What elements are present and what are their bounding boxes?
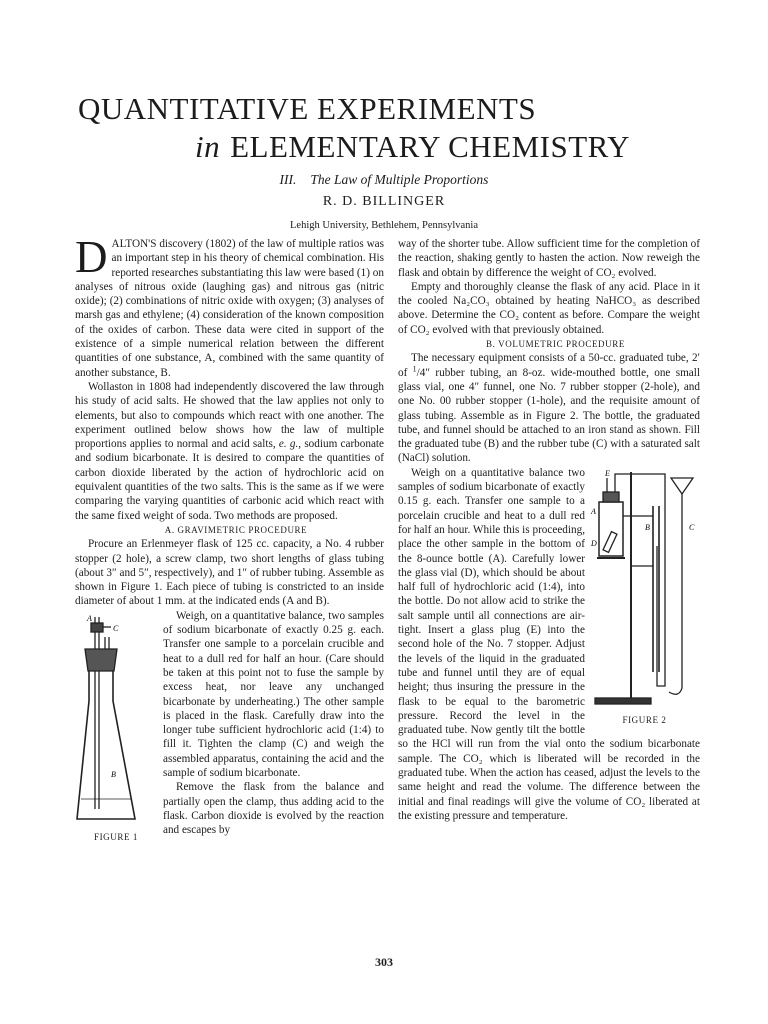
paragraph: way of the shorter tube. Allow sufficient time for the completion of the reaction, shaking gently to hasten the action. Now reweigh the flask and obtain by difference the weight of CO₂ evolved.	[398, 238, 700, 279]
paragraph-text: sodium carbonate and sodium bicarbonate. It is desired to compare the quantities of carbon dioxide liberated by the action of hydrochloric acid on equivalent quantities of the two salts. This is the same as if we were comparing the varying quantities of carbonic acid which react with the same fixed weight of soda. Two methods are proposed.	[75, 438, 384, 522]
figure-label: A	[87, 613, 92, 623]
paragraph-text: Wollaston in 1808 had independently discovered the law through his study of acid salts. He showed that the law applies not only to elements, but also to compounds which react with one another. The experiment outlined below shows how the law of multiple proportions applies to normal and acid salts,	[75, 380, 384, 451]
paragraph-text: The necessary equipment consists of a 50-cc. graduated tube, 2′ of	[398, 352, 700, 379]
paragraph: Weigh, on a quantitative balance, two samples of sodium bicarbonate of exactly 0.25 g. each. Transfer one sample to a porcelain crucible and heat to a dull red for half an hour. (Care should be taken at this point not to fuse the sample by excess heat, nor leave any unchanged bicarbonate by underheating.) The other sample is placed in the flask. Carefully draw into the longer tube sufficient hydrochloric acid (1:4) to fill it. Tighten the clamp (C) and weigh the assembled apparatus, containing the acid and the sample of sodium bicarbonate.	[163, 609, 384, 779]
title-main: ELEMENTARY CHEMISTRY	[230, 129, 631, 164]
paragraph-text: ALTON'S discovery (1802) of the law of multiple ratios was an important step in his theory of chemical combination. His reported researches substantiating this law were based (1) on analyses of nitrous oxide (laughing gas) and nitrous gas (nitric oxide); (2) combinations of nitric oxide with oxygen; (3) analyses of marsh gas and ethylene; (4) consideration of the known composition of the oxides of carbon. These data were cited in support of the existence of a simple numerical relation between the different quantities of one substance, A, combined with the same quantity of another substance, B.	[75, 238, 384, 379]
figure-1-caption: FIGURE 1	[93, 832, 139, 843]
gas-burette-apparatus-diagram	[589, 466, 700, 712]
paragraph: Procure an Erlenmeyer flask of 125 cc. capacity, a No. 4 rubber stopper (2 hole), a screw clamp, two short lengths of glass tubing (about 3″ and 5″, respectively), and 1″ of rubber tubing. Assemble as shown in Figure 1. Each piece of tubing is constricted to an inside diameter of about 1 mm. at the indicated ends (A and B).	[75, 538, 384, 608]
figure-label: A	[591, 506, 596, 516]
paragraph: Empty and thoroughly cleanse the flask of any acid. Place in it the cooled Na₂CO₃ obtained by heating NaHCO₃ as described above. Determine the CO₂ content as before. Compare the weight of CO₂ evolved with that previously obtained.	[398, 280, 700, 336]
author-affiliation: Lehigh University, Bethlehem, Pennsylvania	[290, 220, 478, 231]
paragraph	[398, 351, 700, 465]
author-name: R. D. BILLINGER	[322, 194, 446, 209]
figure-label: D	[591, 538, 597, 548]
paragraph-text: rubber tubing, an 8-oz. wide-mouthed bottle, one small glass vial, one 4″ funnel, one No. 7 rubber stopper (2-hole), and one No. 00 rubber stopper (1-hole), and the requisite amount of glass tubing. Assemble as in Figure 2. The bottle, the graduated tube, and funnel should be attached to an iron stand as shown. Fill the graduated tube (B) and the rubber tube (C) with a saturated salt (NaCl) solution.	[398, 366, 700, 465]
figure-label: E	[605, 468, 610, 478]
figure-label: C	[113, 623, 119, 633]
figure-2	[589, 466, 700, 728]
figure-1	[75, 609, 157, 845]
figure-label: B	[645, 522, 650, 532]
right-column	[398, 237, 700, 823]
paragraph	[75, 232, 384, 380]
figure-2-caption: FIGURE 2	[622, 715, 667, 726]
figure-label: C	[689, 522, 695, 532]
paragraph: Remove the flask from the balance and partially open the clamp, thus adding acid to the flask. Carbon dioxide is evolved by the reaction and escapes by	[163, 781, 384, 837]
figure-label: B	[111, 769, 116, 779]
article-title-line-1: QUANTITATIVE EXPERIMENTS	[78, 91, 537, 126]
subtitle-text: The Law of Multiple Proportions	[310, 172, 489, 187]
article-title-line-2	[195, 130, 630, 164]
section-heading-gravimetric: A. GRAVIMETRIC PROCEDURE	[164, 524, 308, 535]
emphasis-text: e. g.,	[278, 438, 302, 451]
left-column	[75, 232, 384, 847]
drop-cap: D	[75, 232, 108, 282]
subtitle-number: III.	[279, 172, 297, 187]
section-heading-volumetric: B. VOLUMETRIC PROCEDURE	[486, 339, 625, 350]
fraction-numerator: 1	[412, 363, 417, 373]
page-number: 303	[375, 955, 393, 969]
flask-apparatus-diagram	[75, 609, 157, 827]
paragraph	[75, 380, 384, 523]
title-prefix: in	[195, 129, 221, 164]
fraction-denominator: /4″	[416, 366, 431, 379]
paragraph: Weigh on a quantitative balance two samples of sodium bicarbonate of exactly 0.15 g. each. Transfer one sample to a porcelain crucible and heat to a dull red for half an hour. While this is proceeding, place the other sample in the bottom of the 8-ounce bottle (A). Carefully lower the glass vial (D), which should be about half full of hydrochloric acid (1:4), into the bottle. Do not allow acid to strike the salt sample until all connections are air-tight. Insert a glass plug (E) into the second hole of the No. 7 stopper. Adjust the levels of the liquid in the graduated tube and funnel until they are of equal height; thus insuring the pressure in the flask to be equal to the barometric pressure. Record the level in the graduated tube. Now gently tilt the bottle so the HCl will run from the vial onto the sodium bicarbonate sample. The CO₂ which is liberated will be recorded in the graduated tube. When the action has ceased, adjust the levels to the same height and read the volume. The difference between the initial and final readings will give the volume of CO₂ liberated at the existing pressure and temperature.	[398, 466, 700, 822]
article-subtitle	[0, 172, 768, 188]
